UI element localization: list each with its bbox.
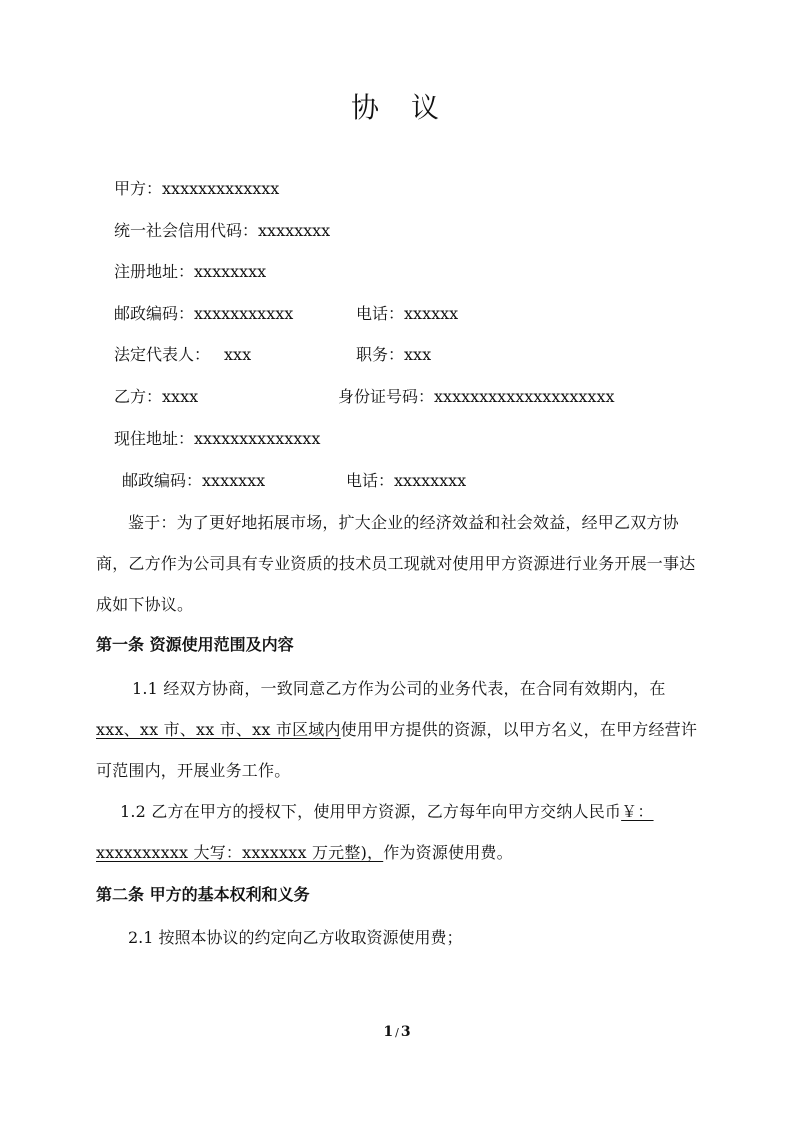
party-b-name-label: 乙方： bbox=[114, 387, 163, 406]
party-a-rep-line bbox=[114, 344, 251, 366]
party-a-position-line bbox=[356, 344, 431, 366]
party-b-address-line bbox=[114, 428, 320, 450]
party-a-address-label: 注册地址： bbox=[114, 262, 195, 281]
clause-1-2-amount: ￥：xxxxxxxxxx 大写：xxxxxxx 万元整)， bbox=[96, 802, 654, 862]
party-a-credit-code-value: xxxxxxxx bbox=[258, 221, 331, 240]
party-a-position-value: xxx bbox=[404, 345, 432, 364]
party-a-phone-line bbox=[356, 303, 458, 325]
clause-1-1-text-b: 使用甲方提供的资源，以甲方名义，在甲方经营许可范围内，开展业务工作。 bbox=[96, 720, 698, 780]
clause-1-1-region: xxx、xx 市、xx 市、xx 市区域内 bbox=[96, 720, 341, 739]
party-b-phone-value: xxxxxxxx bbox=[394, 471, 467, 490]
party-b-id-label: 身份证号码： bbox=[338, 387, 435, 406]
page-number bbox=[0, 1024, 794, 1040]
party-b-id-line bbox=[338, 386, 614, 408]
party-a-name-label: 甲方： bbox=[114, 179, 163, 198]
page-separator: / bbox=[395, 1026, 399, 1039]
party-a-phone-label: 电话： bbox=[356, 304, 405, 323]
party-b-address-value: xxxxxxxxxxxxxx bbox=[194, 429, 321, 448]
party-a-phone-value: xxxxxx bbox=[404, 304, 459, 323]
clause-1-2 bbox=[96, 791, 704, 873]
page-total: 3 bbox=[400, 1024, 411, 1040]
clause-1-1-text-a: 1.1 经双方协商，一致同意乙方作为公司的业务代表，在合同有效期内，在 bbox=[132, 679, 666, 698]
clause-2-1: 2.1 按照本协议的约定向乙方收取资源使用费； bbox=[128, 928, 463, 947]
party-a-address-value: xxxxxxxx bbox=[194, 262, 267, 281]
party-a-position-label: 职务： bbox=[356, 345, 405, 364]
party-a-address-line bbox=[114, 261, 266, 283]
article-1-heading: 第一条 资源使用范围及内容 bbox=[96, 635, 294, 654]
party-a-credit-code-label: 统一社会信用代码： bbox=[114, 221, 259, 240]
page-title bbox=[0, 86, 794, 126]
party-b-name-value: xxxx bbox=[162, 387, 199, 406]
party-a-rep-value: xxx bbox=[224, 345, 252, 364]
article-2-heading: 第二条 甲方的基本权利和义务 bbox=[96, 885, 310, 904]
party-b-address-label: 现住地址： bbox=[114, 429, 195, 448]
party-b-id-value: xxxxxxxxxxxxxxxxxxxx bbox=[434, 387, 615, 406]
party-a-rep-label: 法定代表人： bbox=[114, 345, 211, 364]
clause-1-1 bbox=[96, 668, 704, 791]
party-a-credit-code-line bbox=[114, 220, 330, 242]
party-b-postcode-line bbox=[122, 470, 265, 492]
party-a-postcode-label: 邮政编码： bbox=[114, 304, 195, 323]
party-b-postcode-label: 邮政编码： bbox=[122, 471, 203, 490]
title-char-2: 议 bbox=[411, 91, 444, 124]
party-b-phone-label: 电话： bbox=[346, 471, 395, 490]
party-a-postcode-line bbox=[114, 303, 293, 325]
clause-1-2-text-a: 1.2 乙方在甲方的授权下，使用甲方资源，乙方每年向甲方交纳人民币 bbox=[120, 802, 622, 821]
party-b-phone-line bbox=[346, 470, 466, 492]
page-current: 1 bbox=[383, 1024, 394, 1040]
party-b-postcode-value: xxxxxxx bbox=[202, 471, 266, 490]
party-a-name-line bbox=[114, 178, 279, 200]
clause-1-2-text-b: 作为资源使用费。 bbox=[383, 843, 513, 862]
title-char-1: 协 bbox=[350, 91, 383, 124]
party-b-name-line bbox=[114, 386, 198, 408]
party-a-name-value: xxxxxxxxxxxxx bbox=[162, 179, 280, 198]
party-a-postcode-value: xxxxxxxxxxx bbox=[194, 304, 294, 323]
preamble-paragraph: 鉴于：为了更好地拓展市场，扩大企业的经济效益和社会效益，经甲乙双方协商，乙方作为公司具有专业资质的技术员工现就对使用甲方资源进行业务开展一事达成如下协议。 bbox=[96, 513, 696, 614]
